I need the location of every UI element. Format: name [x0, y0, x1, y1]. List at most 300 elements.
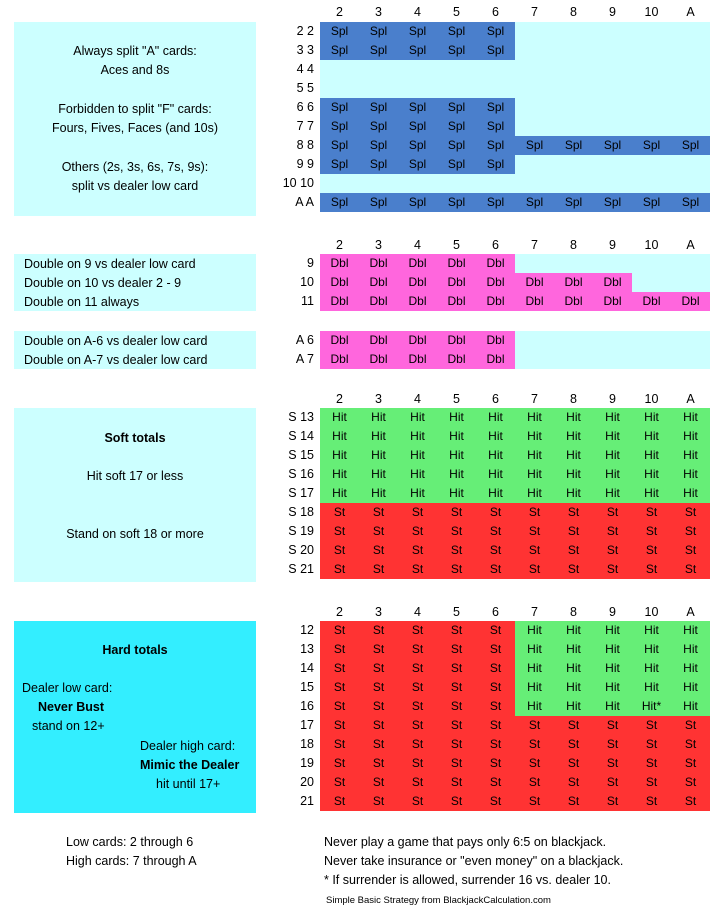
- strategy-cell: St: [476, 754, 515, 773]
- row-label: 13: [300, 642, 314, 656]
- strategy-cell: Hit: [515, 621, 554, 640]
- strategy-row: [320, 427, 710, 446]
- strategy-cell: [554, 350, 593, 369]
- strategy-cell: Hit: [515, 408, 554, 427]
- strategy-cell: St: [359, 640, 398, 659]
- strategy-cell: Dbl: [398, 254, 437, 273]
- strategy-cell: Hit: [632, 484, 671, 503]
- row-label: 19: [300, 756, 314, 770]
- strategy-cell: [554, 254, 593, 273]
- strategy-cell: Dbl: [398, 331, 437, 350]
- strategy-cell: St: [359, 678, 398, 697]
- strategy-cell: [515, 98, 554, 117]
- strategy-cell: [593, 331, 632, 350]
- strategy-cell: St: [515, 754, 554, 773]
- strategy-cell: Spl: [476, 193, 515, 212]
- strategy-cell: St: [359, 754, 398, 773]
- dealer-card-label: A: [686, 392, 695, 406]
- strategy-cell: St: [632, 560, 671, 579]
- pairs-note-1: Always split "A" cards:: [73, 44, 197, 58]
- pairs-note-4: Fours, Fives, Faces (and 10s): [51, 121, 219, 135]
- strategy-cell: Spl: [437, 41, 476, 60]
- strategy-cell: Dbl: [437, 254, 476, 273]
- strategy-cell: St: [437, 522, 476, 541]
- dealer-card-label: 2: [336, 238, 343, 252]
- strategy-cell: Spl: [437, 117, 476, 136]
- strategy-cell: Hit: [632, 659, 671, 678]
- strategy-cell: [554, 22, 593, 41]
- strategy-cell: St: [320, 773, 359, 792]
- dealer-header-soft: [320, 392, 710, 406]
- strategy-cell: Hit: [593, 621, 632, 640]
- dealer-card-label: 3: [375, 392, 382, 406]
- dealer-card-label: 6: [492, 392, 499, 406]
- strategy-cell: [515, 350, 554, 369]
- strategy-cell: Hit: [554, 484, 593, 503]
- strategy-cell: Hit: [554, 697, 593, 716]
- soft-note-3: Stand on soft 18 or more: [66, 527, 204, 541]
- strategy-cell: Hit: [671, 484, 710, 503]
- strategy-cell: St: [671, 773, 710, 792]
- strategy-cell: Spl: [359, 22, 398, 41]
- strategy-cell: St: [437, 754, 476, 773]
- strategy-row: [320, 79, 710, 98]
- strategy-cell: [671, 60, 710, 79]
- strategy-cell: St: [359, 773, 398, 792]
- strategy-cell: Hit: [593, 465, 632, 484]
- strategy-cell: St: [359, 522, 398, 541]
- strategy-cell: St: [476, 773, 515, 792]
- dealer-card-label: 7: [531, 605, 538, 619]
- strategy-cell: [515, 155, 554, 174]
- strategy-cell: Spl: [398, 22, 437, 41]
- row-label: 6 6: [296, 100, 314, 114]
- strategy-cell: St: [437, 678, 476, 697]
- dealer-card-label: 7: [531, 238, 538, 252]
- strategy-cell: St: [398, 640, 437, 659]
- strategy-cell: Dbl: [671, 292, 710, 311]
- dealer-card-label: 4: [414, 605, 421, 619]
- dealer-card-label: 5: [453, 5, 460, 19]
- strategy-cell: St: [554, 522, 593, 541]
- note-6-5: Never play a game that pays only 6:5 on blackjack.: [324, 835, 607, 849]
- pairs-note-5: Others (2s, 3s, 6s, 7s, 9s):: [61, 160, 209, 174]
- dealer-card-label: 9: [609, 238, 616, 252]
- strategy-cell: Hit: [671, 697, 710, 716]
- strategy-cell: [515, 331, 554, 350]
- strategy-cell: St: [359, 503, 398, 522]
- strategy-cell: St: [320, 659, 359, 678]
- strategy-row: [320, 465, 710, 484]
- strategy-cell: Hit: [320, 427, 359, 446]
- dealer-card-label: 4: [414, 392, 421, 406]
- strategy-cell: Spl: [515, 136, 554, 155]
- strategy-cell: Hit: [593, 408, 632, 427]
- strategy-cell: Dbl: [476, 254, 515, 273]
- strategy-cell: Spl: [593, 136, 632, 155]
- strategy-cell: St: [515, 735, 554, 754]
- soft-note-title: Soft totals: [104, 431, 166, 445]
- strategy-cell: [632, 41, 671, 60]
- strategy-cell: [398, 79, 437, 98]
- strategy-cell: St: [593, 716, 632, 735]
- strategy-cell: St: [437, 773, 476, 792]
- row-label: 9: [307, 256, 314, 270]
- strategy-cell: Hit: [359, 408, 398, 427]
- strategy-cell: Dbl: [593, 292, 632, 311]
- strategy-cell: St: [476, 716, 515, 735]
- strategy-cell: Hit: [671, 640, 710, 659]
- strategy-cell: Dbl: [320, 331, 359, 350]
- row-label: S 17: [288, 486, 314, 500]
- row-label: S 18: [288, 505, 314, 519]
- strategy-cell: Hit: [320, 465, 359, 484]
- strategy-cell: St: [671, 503, 710, 522]
- strategy-row: [320, 560, 710, 579]
- strategy-cell: St: [320, 541, 359, 560]
- strategy-cell: St: [398, 716, 437, 735]
- strategy-cell: [671, 117, 710, 136]
- row-label: 10: [300, 275, 314, 289]
- strategy-cell: St: [320, 716, 359, 735]
- strategy-cell: Hit: [320, 408, 359, 427]
- row-label: A 6: [295, 333, 314, 347]
- strategy-row: [320, 60, 710, 79]
- strategy-cell: St: [554, 735, 593, 754]
- strategy-cell: [593, 155, 632, 174]
- strategy-cell: Hit: [632, 640, 671, 659]
- strategy-cell: St: [632, 503, 671, 522]
- row-label: 17: [300, 718, 314, 732]
- strategy-cell: St: [320, 697, 359, 716]
- strategy-cell: [554, 60, 593, 79]
- strategy-cell: Dbl: [320, 254, 359, 273]
- strategy-row: [320, 678, 710, 697]
- row-label: 16: [300, 699, 314, 713]
- strategy-cell: Hit: [632, 621, 671, 640]
- doubles-grid: [320, 254, 710, 311]
- soft-note-2: Hit soft 17 or less: [86, 469, 184, 483]
- pairs-note-3: Forbidden to split "F" cards:: [58, 102, 212, 116]
- strategy-cell: Hit: [398, 484, 437, 503]
- strategy-cell: [671, 79, 710, 98]
- strategy-row: [320, 792, 710, 811]
- strategy-cell: Hit: [359, 465, 398, 484]
- dealer-card-label: 8: [570, 5, 577, 19]
- strategy-cell: [320, 79, 359, 98]
- strategy-cell: [398, 174, 437, 193]
- hard-note-2: Dealer low card:: [22, 681, 113, 695]
- strategy-cell: St: [476, 792, 515, 811]
- strategy-cell: [632, 331, 671, 350]
- strategy-cell: Hit: [593, 678, 632, 697]
- dealer-card-label: 10: [644, 238, 659, 252]
- strategy-cell: Hit: [476, 465, 515, 484]
- strategy-cell: St: [515, 522, 554, 541]
- strategy-cell: [554, 98, 593, 117]
- strategy-row: [320, 174, 710, 193]
- high-cards-note: High cards: 7 through A: [66, 854, 197, 868]
- strategy-cell: [476, 79, 515, 98]
- strategy-row: [320, 621, 710, 640]
- strategy-row: [320, 522, 710, 541]
- row-label: S 15: [288, 448, 314, 462]
- strategy-cell: St: [437, 792, 476, 811]
- strategy-cell: [359, 79, 398, 98]
- dealer-card-label: 5: [453, 392, 460, 406]
- strategy-row: [320, 754, 710, 773]
- strategy-cell: St: [593, 773, 632, 792]
- strategy-cell: [632, 79, 671, 98]
- strategy-row: [320, 136, 710, 155]
- strategy-row: [320, 773, 710, 792]
- strategy-cell: St: [437, 716, 476, 735]
- strategy-cell: St: [593, 522, 632, 541]
- strategy-cell: Spl: [437, 193, 476, 212]
- dealer-card-label: 6: [492, 5, 499, 19]
- strategy-cell: Spl: [476, 22, 515, 41]
- strategy-cell: Spl: [398, 98, 437, 117]
- low-cards-note: Low cards: 2 through 6: [66, 835, 194, 849]
- row-label: 21: [300, 794, 314, 808]
- strategy-cell: Spl: [359, 193, 398, 212]
- strategy-cell: St: [632, 541, 671, 560]
- strategy-cell: St: [632, 735, 671, 754]
- dealer-card-label: 6: [492, 238, 499, 252]
- row-label: S 13: [288, 410, 314, 424]
- strategy-cell: [554, 79, 593, 98]
- credit-line: Simple Basic Strategy from BlackjackCalculation.com: [326, 895, 551, 906]
- soft-doubles-grid: [320, 331, 710, 369]
- dealer-card-label: 7: [531, 5, 538, 19]
- strategy-cell: St: [515, 541, 554, 560]
- strategy-cell: Dbl: [476, 292, 515, 311]
- strategy-row: [320, 273, 710, 292]
- strategy-cell: Hit: [554, 427, 593, 446]
- strategy-cell: St: [359, 716, 398, 735]
- strategy-cell: Hit: [476, 427, 515, 446]
- strategy-cell: Dbl: [320, 292, 359, 311]
- dealer-card-label: 8: [570, 605, 577, 619]
- strategy-row: [320, 735, 710, 754]
- strategy-cell: [593, 98, 632, 117]
- strategy-cell: Dbl: [320, 273, 359, 292]
- strategy-cell: St: [437, 621, 476, 640]
- strategy-cell: Dbl: [476, 350, 515, 369]
- strategy-cell: [671, 41, 710, 60]
- dealer-card-label: 2: [336, 392, 343, 406]
- dealer-card-label: 6: [492, 605, 499, 619]
- strategy-cell: [320, 60, 359, 79]
- strategy-cell: Dbl: [476, 273, 515, 292]
- dealer-card-label: 7: [531, 392, 538, 406]
- strategy-cell: [359, 60, 398, 79]
- strategy-cell: Dbl: [437, 350, 476, 369]
- strategy-row: [320, 659, 710, 678]
- strategy-cell: [476, 60, 515, 79]
- strategy-cell: St: [398, 792, 437, 811]
- strategy-cell: Spl: [554, 136, 593, 155]
- strategy-cell: Spl: [398, 117, 437, 136]
- strategy-cell: Hit: [671, 427, 710, 446]
- strategy-cell: Hit: [593, 427, 632, 446]
- strategy-row: [320, 446, 710, 465]
- hard-note-7: hit until 17+: [156, 777, 221, 791]
- strategy-cell: [632, 60, 671, 79]
- strategy-cell: St: [359, 541, 398, 560]
- hard-note-4: stand on 12+: [32, 719, 105, 733]
- dealer-card-label: 3: [375, 238, 382, 252]
- strategy-cell: Hit: [671, 659, 710, 678]
- strategy-cell: St: [398, 503, 437, 522]
- dealer-card-label: 5: [453, 605, 460, 619]
- strategy-cell: Spl: [437, 155, 476, 174]
- strategy-cell: [554, 174, 593, 193]
- strategy-cell: [632, 273, 671, 292]
- strategy-cell: Hit: [671, 465, 710, 484]
- strategy-cell: Hit: [671, 408, 710, 427]
- strategy-cell: Spl: [320, 155, 359, 174]
- strategy-cell: St: [359, 659, 398, 678]
- strategy-cell: St: [476, 678, 515, 697]
- strategy-row: [320, 41, 710, 60]
- strategy-cell: Dbl: [515, 292, 554, 311]
- strategy-cell: Hit: [671, 621, 710, 640]
- strategy-cell: St: [554, 503, 593, 522]
- strategy-cell: St: [515, 716, 554, 735]
- strategy-cell: Hit: [554, 465, 593, 484]
- strategy-cell: St: [437, 697, 476, 716]
- strategy-cell: Hit: [398, 408, 437, 427]
- strategy-cell: [593, 117, 632, 136]
- strategy-cell: St: [632, 754, 671, 773]
- strategy-cell: Spl: [398, 41, 437, 60]
- strategy-cell: St: [515, 792, 554, 811]
- dealer-card-label: 10: [644, 605, 659, 619]
- strategy-cell: Spl: [359, 117, 398, 136]
- dealer-card-label: 4: [414, 238, 421, 252]
- strategy-row: [320, 331, 710, 350]
- strategy-cell: Dbl: [554, 292, 593, 311]
- strategy-cell: Spl: [554, 193, 593, 212]
- strategy-row: [320, 503, 710, 522]
- strategy-cell: Spl: [320, 193, 359, 212]
- strategy-cell: St: [398, 697, 437, 716]
- strategy-cell: [515, 22, 554, 41]
- hard-note-6: Mimic the Dealer: [140, 758, 240, 772]
- strategy-cell: Hit: [671, 446, 710, 465]
- strategy-cell: St: [320, 792, 359, 811]
- note-insurance: Never take insurance or "even money" on a blackjack.: [324, 854, 624, 868]
- row-label: A A: [295, 195, 314, 209]
- strategy-cell: Hit: [554, 640, 593, 659]
- strategy-cell: [437, 60, 476, 79]
- strategy-cell: St: [437, 560, 476, 579]
- strategy-cell: Spl: [632, 136, 671, 155]
- strategy-cell: [671, 174, 710, 193]
- strategy-cell: Spl: [359, 136, 398, 155]
- strategy-cell: Hit: [476, 408, 515, 427]
- hard-note-title: Hard totals: [102, 643, 168, 657]
- strategy-cell: Hit: [398, 465, 437, 484]
- strategy-cell: [671, 350, 710, 369]
- strategy-cell: Dbl: [398, 273, 437, 292]
- doubles-note-2: Double on 10 vs dealer 2 - 9: [24, 276, 182, 290]
- strategy-cell: Spl: [476, 155, 515, 174]
- strategy-cell: Dbl: [320, 350, 359, 369]
- strategy-cell: [593, 22, 632, 41]
- strategy-cell: Hit: [515, 427, 554, 446]
- strategy-row: [320, 155, 710, 174]
- strategy-cell: Dbl: [359, 254, 398, 273]
- strategy-cell: Spl: [671, 136, 710, 155]
- strategy-row: [320, 193, 710, 212]
- strategy-cell: Dbl: [554, 273, 593, 292]
- strategy-cell: Spl: [632, 193, 671, 212]
- strategy-cell: St: [671, 735, 710, 754]
- strategy-cell: [515, 117, 554, 136]
- strategy-cell: Spl: [398, 193, 437, 212]
- strategy-cell: St: [398, 560, 437, 579]
- strategy-cell: St: [320, 735, 359, 754]
- strategy-cell: Dbl: [398, 350, 437, 369]
- strategy-cell: St: [593, 560, 632, 579]
- row-label: 8 8: [296, 138, 314, 152]
- row-label: 15: [300, 680, 314, 694]
- pairs-note-2: Aces and 8s: [100, 63, 170, 77]
- dealer-card-label: 9: [609, 605, 616, 619]
- strategy-cell: Hit: [398, 446, 437, 465]
- row-label: 3 3: [296, 43, 314, 57]
- strategy-cell: Hit: [632, 465, 671, 484]
- strategy-cell: Hit: [593, 446, 632, 465]
- strategy-cell: Hit: [437, 427, 476, 446]
- soft-doubles-note-2: Double on A-7 vs dealer low card: [24, 353, 208, 367]
- strategy-cell: St: [359, 560, 398, 579]
- strategy-cell: St: [515, 773, 554, 792]
- row-label: S 20: [288, 543, 314, 557]
- hard-note-5: Dealer high card:: [140, 739, 236, 753]
- strategy-cell: St: [398, 659, 437, 678]
- strategy-cell: St: [437, 541, 476, 560]
- soft-grid: [320, 408, 710, 579]
- strategy-cell: [593, 254, 632, 273]
- strategy-cell: Spl: [398, 136, 437, 155]
- strategy-cell: St: [632, 773, 671, 792]
- dealer-card-label: 8: [570, 392, 577, 406]
- strategy-cell: St: [593, 503, 632, 522]
- dealer-header-pairs: [320, 5, 710, 19]
- strategy-cell: St: [398, 773, 437, 792]
- strategy-cell: Dbl: [593, 273, 632, 292]
- dealer-card-label: A: [686, 605, 695, 619]
- row-label: 18: [300, 737, 314, 751]
- dealer-card-label: 2: [336, 605, 343, 619]
- row-label: 9 9: [296, 157, 314, 171]
- strategy-cell: Dbl: [437, 273, 476, 292]
- pairs-grid: [320, 22, 710, 212]
- strategy-cell: Hit: [593, 659, 632, 678]
- dealer-card-label: 2: [336, 5, 343, 19]
- strategy-cell: Hit: [320, 484, 359, 503]
- strategy-cell: St: [320, 621, 359, 640]
- strategy-cell: Spl: [476, 98, 515, 117]
- strategy-cell: St: [476, 640, 515, 659]
- row-label: 10 10: [282, 176, 314, 190]
- strategy-cell: Spl: [320, 41, 359, 60]
- row-label: 11: [301, 294, 314, 308]
- strategy-cell: St: [671, 754, 710, 773]
